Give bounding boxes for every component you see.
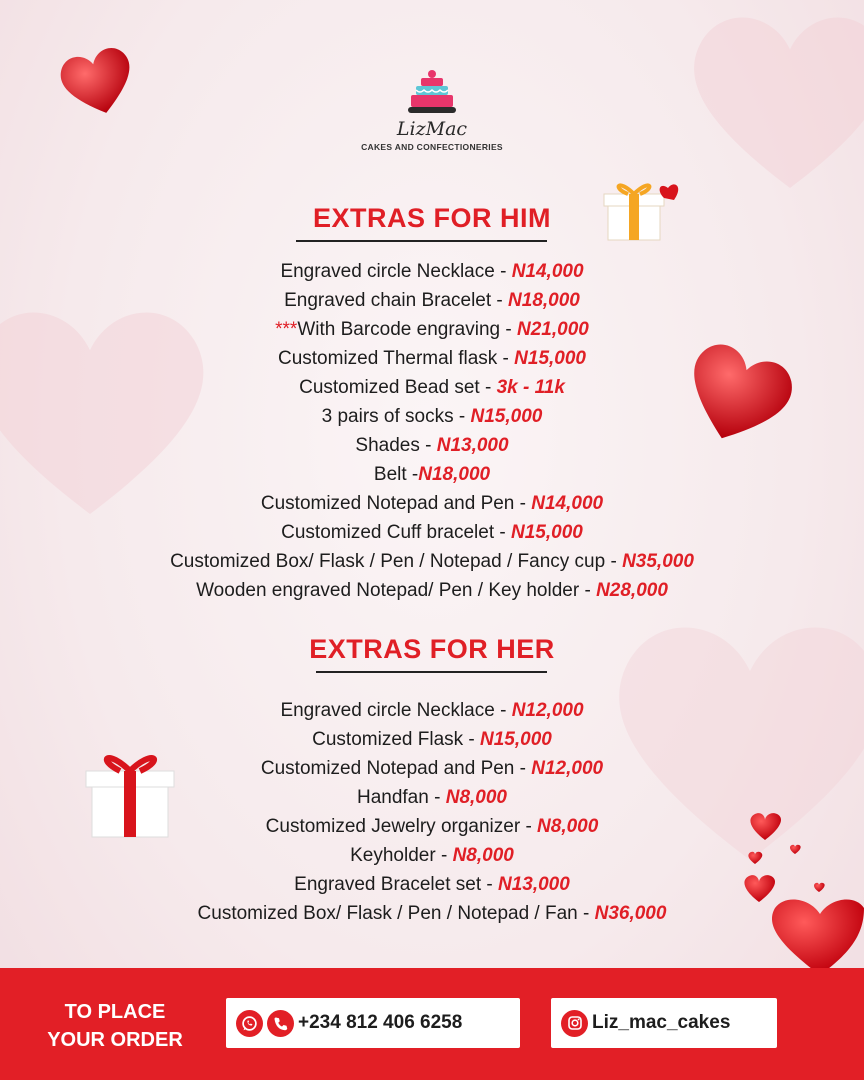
item-name: Customized Notepad and Pen -: [260, 493, 532, 514]
list-item: [0, 431, 864, 460]
item-price: N8,000: [537, 816, 599, 837]
order-cta: [20, 998, 210, 1054]
list-item: [0, 402, 864, 431]
item-name: Belt -: [373, 464, 419, 485]
item-name: Engraved Bracelet set -: [294, 874, 498, 895]
item-name: Engraved circle Necklace -: [280, 700, 512, 721]
brand-tagline: CAKES AND CONFECTIONERIES: [361, 142, 503, 152]
item-name: With Barcode engraving -: [297, 319, 517, 340]
instagram-icon: [561, 1010, 588, 1037]
item-name: Customized Bead set -: [299, 377, 497, 398]
item-price: N13,000: [436, 435, 509, 456]
item-price: N14,000: [511, 261, 584, 282]
list-item: [0, 257, 864, 286]
list-item: [0, 576, 864, 605]
item-price: N35,000: [622, 551, 694, 572]
item-name: Customized Thermal flask -: [277, 348, 515, 369]
item-price: N12,000: [531, 758, 604, 779]
section-title-her: EXTRAS FOR HER: [309, 634, 555, 664]
list-item: [0, 812, 864, 841]
cta-line-2: YOUR ORDER: [47, 1029, 183, 1051]
list-item: [0, 841, 864, 870]
item-name: Wooden engraved Notepad/ Pen / Key holder -: [196, 580, 597, 601]
list-item: [0, 899, 864, 928]
list-item: [0, 344, 864, 373]
list-item: [0, 489, 864, 518]
cake-logo-icon: [406, 68, 458, 118]
item-price: N12,000: [511, 700, 584, 721]
list-item: [0, 754, 864, 783]
item-price: N13,000: [497, 874, 570, 895]
item-name: Customized Box/ Flask / Pen / Notepad / Fan -: [197, 903, 595, 924]
item-price: N18,000: [418, 464, 491, 485]
item-name: Keyholder -: [350, 845, 453, 866]
title-underline-him: [296, 240, 547, 242]
item-name: Handfan -: [356, 787, 446, 808]
item-name: Customized Box/ Flask / Pen / Notepad / Fancy cup -: [170, 551, 623, 572]
item-name: Shades -: [355, 435, 437, 456]
list-item: [0, 518, 864, 547]
item-name: 3 pairs of socks -: [321, 406, 471, 427]
brand-logo: [0, 68, 864, 152]
phone-contact[interactable]: [226, 998, 520, 1048]
phone-number: +234 812 406 6258: [298, 1012, 463, 1033]
item-price: N14,000: [531, 493, 604, 514]
item-name: Engraved chain Bracelet -: [284, 290, 509, 311]
item-name: Customized Notepad and Pen -: [260, 758, 532, 779]
item-name: Engraved circle Necklace -: [280, 261, 512, 282]
order-footer: [0, 968, 864, 1080]
list-item: [0, 696, 864, 725]
phone-icon: [267, 1010, 294, 1037]
list-item: [0, 783, 864, 812]
item-price: N18,000: [508, 290, 580, 311]
whatsapp-icon: [236, 1010, 263, 1037]
item-price: N36,000: [594, 903, 667, 924]
instagram-handle: Liz_mac_cakes: [592, 1012, 731, 1033]
item-price: N21,000: [517, 319, 589, 340]
list-item: [0, 460, 864, 489]
list-item: [0, 315, 864, 344]
cta-line-1: TO PLACE: [64, 1001, 166, 1023]
item-price: N15,000: [480, 729, 552, 750]
list-item: [0, 870, 864, 899]
list-extras-him: [0, 257, 864, 605]
item-name: Customized Jewelry organizer -: [265, 816, 538, 837]
item-price: N15,000: [511, 522, 583, 543]
item-prefix: ***: [275, 319, 298, 340]
section-title-him: EXTRAS FOR HIM: [312, 203, 551, 233]
list-extras-her: [0, 696, 864, 928]
brand-name: LizMac: [396, 118, 468, 140]
instagram-contact[interactable]: [551, 998, 777, 1048]
item-price: N15,000: [514, 348, 586, 369]
item-name: Customized Flask -: [312, 729, 481, 750]
item-name: Customized Cuff bracelet -: [281, 522, 511, 543]
item-price: N28,000: [596, 580, 668, 601]
title-underline-her: [316, 671, 547, 673]
list-item: [0, 373, 864, 402]
list-item: [0, 286, 864, 315]
item-price: N8,000: [452, 845, 514, 866]
list-item: [0, 725, 864, 754]
list-item: [0, 547, 864, 576]
item-price: N8,000: [445, 787, 507, 808]
item-price: 3k - 11k: [496, 377, 565, 398]
item-price: N15,000: [470, 406, 543, 427]
